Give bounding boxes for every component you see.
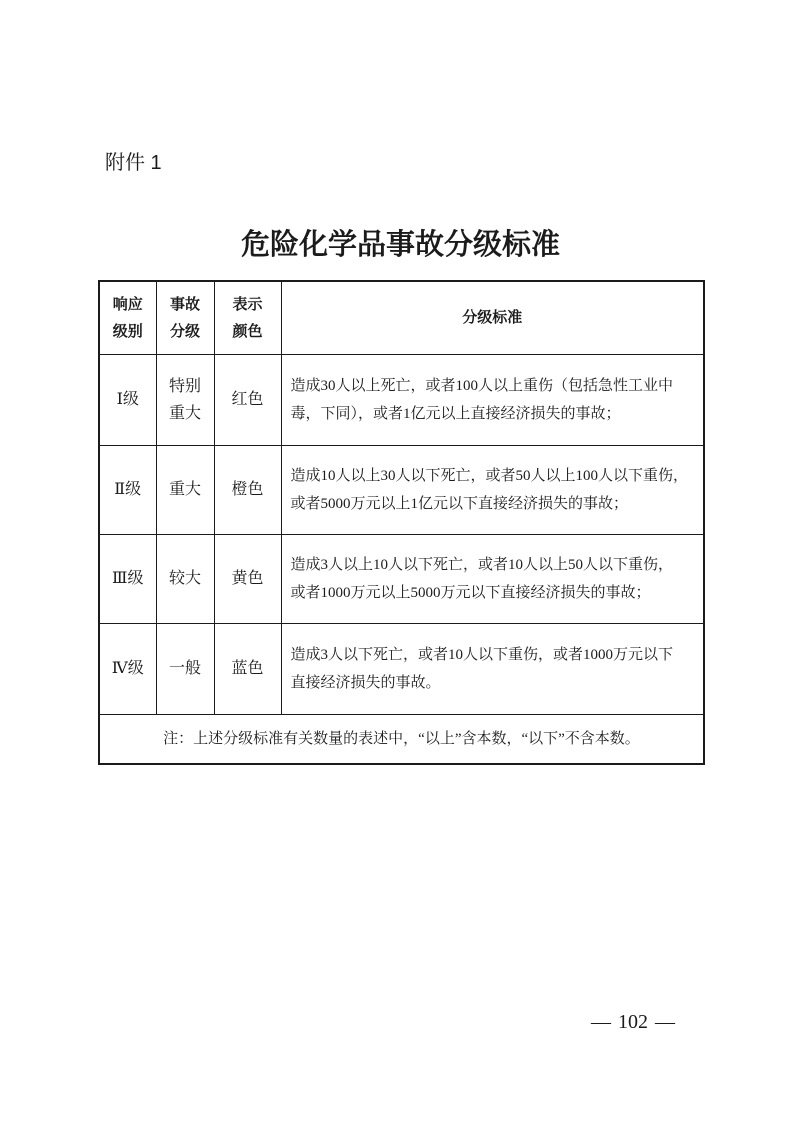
cell-text-line: 造成3人以上10人以下死亡，或者10人以上50人以下重伤， (290, 556, 674, 573)
response-level-cell: Ⅰ级 (99, 354, 156, 445)
header-text-line: 级别 (112, 322, 143, 340)
header-text-line: 分级 (169, 322, 200, 340)
header-response-level (99, 281, 156, 354)
indicator-color-cell: 红色 (214, 354, 281, 445)
header-text-line: 表示 (232, 295, 263, 313)
response-level-cell: Ⅳ级 (99, 623, 156, 714)
table-note: 注：上述分级标准有关数量的表述中，“以上”含本数，“以下”不含本数。 (99, 714, 704, 764)
grading-table (98, 280, 705, 765)
cell-text-line: 造成30人以上死亡，或者100人以上重伤（包括急性工业中 (290, 377, 674, 394)
header-indicator-color (214, 281, 281, 354)
header-accident-grade (156, 281, 214, 354)
cell-text-line: 特别 (168, 377, 201, 395)
grading-criteria-cell (281, 354, 704, 445)
cell-text-line: 重大 (168, 404, 201, 422)
header-text-line: 事故 (169, 295, 200, 313)
header-text-line: 分级标准 (462, 309, 523, 327)
cell-text-line: 造成3人以下死亡，或者10人以下重伤，或者1000万元以下 (290, 646, 674, 663)
table-row (99, 354, 704, 445)
document-title: 危险化学品事故分级标准 (240, 229, 560, 261)
indicator-color-cell: 黄色 (214, 534, 281, 623)
header-text-line: 颜色 (232, 322, 263, 340)
cell-text-line: 或者1000万元以上5000万元以下直接经济损失的事故； (290, 584, 651, 601)
table-row (99, 623, 704, 714)
grading-table-container (98, 280, 703, 765)
accident-grade-cell (156, 354, 214, 445)
cell-text-line: 或者5000万元以上1亿元以下直接经济损失的事故； (290, 495, 629, 512)
indicator-color-cell: 蓝色 (214, 623, 281, 714)
page-number: — 102 — (591, 1011, 675, 1033)
response-level-cell: Ⅲ级 (99, 534, 156, 623)
table-row (99, 445, 704, 534)
cell-text-line: 重大 (168, 481, 201, 498)
table-note-row (99, 714, 704, 764)
grading-criteria-cell (281, 534, 704, 623)
indicator-color-cell: 橙色 (214, 445, 281, 534)
cell-text-line: 较大 (168, 570, 201, 587)
header-text-line: 响应 (112, 295, 143, 313)
cell-text-line: 造成10人以上30人以下死亡，或者50人以上100人以下重伤， (290, 467, 689, 484)
cell-text-line: 毒，下同），或者1亿元以上直接经济损失的事故； (290, 405, 621, 422)
table-header-row (99, 281, 704, 354)
response-level-cell: Ⅱ级 (99, 445, 156, 534)
cell-text-line: 一般 (168, 660, 201, 677)
accident-grade-cell (156, 445, 214, 534)
grading-criteria-cell (281, 623, 704, 714)
header-grading-criteria (281, 281, 704, 354)
grading-criteria-cell (281, 445, 704, 534)
attachment-label: 附件 1 (105, 152, 162, 174)
cell-text-line: 直接经济损失的事故。 (290, 674, 441, 691)
accident-grade-cell (156, 534, 214, 623)
accident-grade-cell (156, 623, 214, 714)
table-row (99, 534, 704, 623)
